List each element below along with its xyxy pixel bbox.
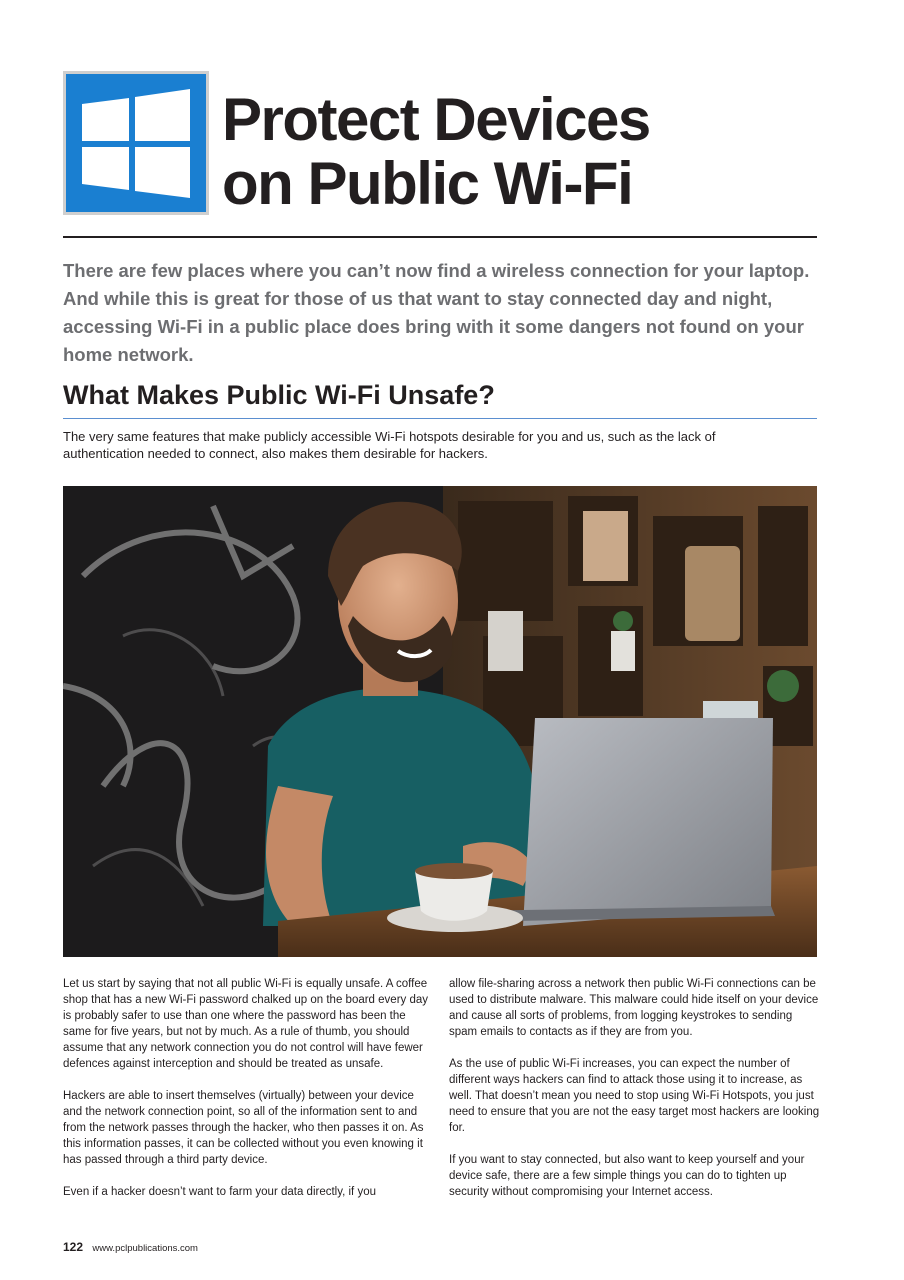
body-paragraph: Let us start by saying that not all public Wi-Fi is equally unsafe. A coffee shop that has a new Wi-Fi password chalked up on the board every day is probably safer to use than one where the password has been the same for five years, but not by much. As a rule of thumb, you should assume that any network connection you do not control will have fewer defences against interception and should be treated as unsafe. bbox=[63, 978, 429, 1070]
section-lead: The very same features that make publicly accessible Wi-Fi hotspots desirable for you and us, such as the lack of authentication needed to connect, also makes them desirable for hackers. bbox=[63, 429, 716, 461]
intro-paragraph: There are few places where you can’t now find a wireless connection for your laptop. And while this is great for those of us that want to stay connected day and night, accessing Wi-Fi in a public place does bring with it some dangers not found on your home network. bbox=[63, 260, 810, 365]
body-paragraph: Hackers are able to insert themselves (virtually) between your device and the network connection point, so all of the information sent to and from the network passes through the hacker, who then passes it on. As this information passes, it can be collected without you even knowing it has passed through a third party device. bbox=[63, 1090, 424, 1166]
section-heading: What Makes Public Wi-Fi Unsafe? bbox=[63, 380, 495, 410]
body-paragraph: allow file-sharing across a network then public Wi-Fi connections can be used to distribute malware. This malware could hide itself on your device and cause all sorts of problems, from logging keystrokes to sending spam emails to contacts as if they are from you. bbox=[449, 978, 819, 1038]
body-paragraph: Even if a hacker doesn’t want to farm your data directly, if you bbox=[63, 1186, 376, 1198]
windows-logo-icon bbox=[63, 71, 209, 215]
page-number: 122 bbox=[63, 1240, 84, 1254]
body-column-left bbox=[63, 976, 435, 1216]
title-line-2: on Public Wi-Fi bbox=[222, 150, 633, 217]
cafe-laptop-photo bbox=[63, 486, 817, 957]
publisher-url: www.pclpublications.com bbox=[92, 1243, 198, 1254]
page-title bbox=[222, 88, 650, 216]
section-divider bbox=[63, 418, 817, 419]
page-footer bbox=[63, 1240, 198, 1254]
windows-logo-panes bbox=[66, 74, 206, 212]
title-line-1: Protect Devices bbox=[222, 86, 650, 153]
body-paragraph: If you want to stay connected, but also want to keep yourself and your device safe, there are a few simple things you can do to tighten up security without compromising your Internet access. bbox=[449, 1154, 805, 1198]
body-column-right bbox=[449, 976, 821, 1216]
title-divider bbox=[63, 236, 817, 238]
body-paragraph: As the use of public Wi-Fi increases, you can expect the number of different ways hackers can find to attack those using it to increase, as well. That doesn’t mean you need to stop using Wi-Fi Hotspots, you just need to ensure that you are not the easy target most hackers are looking for. bbox=[449, 1058, 820, 1134]
